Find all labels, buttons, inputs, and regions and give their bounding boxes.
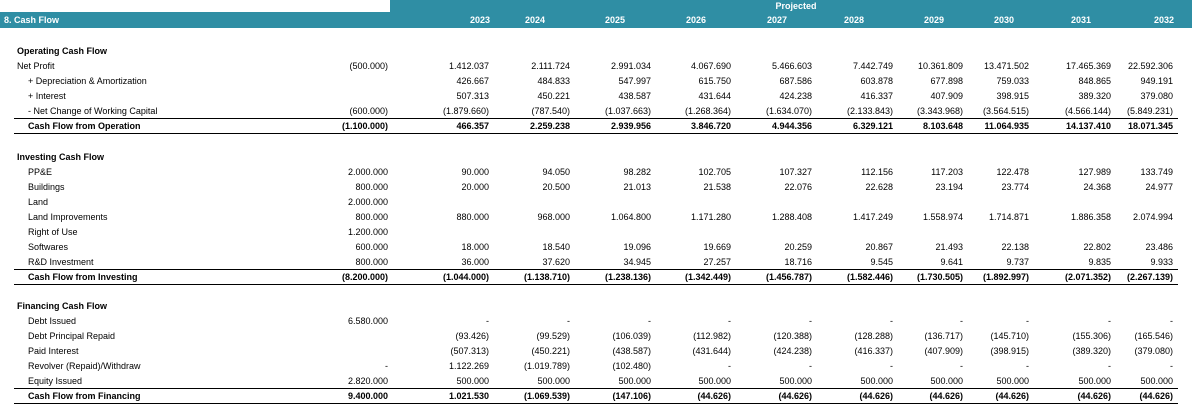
- value-cell: (1.892.997): [982, 272, 1029, 282]
- value-cell: (787.540): [531, 106, 570, 116]
- base-value-cell: 600.000: [355, 242, 388, 252]
- value-cell: -: [890, 361, 893, 371]
- value-cell: 1.886.358: [1070, 212, 1111, 222]
- section-title-label: Investing Cash Flow: [17, 152, 105, 162]
- row-label: Equity Issued: [28, 376, 83, 386]
- value-cell: (407.909): [924, 346, 963, 356]
- value-cell: (398.915): [990, 346, 1029, 356]
- value-cell: 2.991.034: [610, 61, 651, 71]
- value-cell: 1.288.408: [771, 212, 812, 222]
- value-cell: -: [1170, 361, 1173, 371]
- value-cell: -: [1026, 361, 1029, 371]
- value-cell: (1.342.449): [684, 272, 731, 282]
- value-cell: 968.000: [537, 212, 570, 222]
- total-row: [0, 119, 1192, 134]
- base-value-cell: (8.200.000): [341, 272, 388, 282]
- base-value-cell: 800.000: [355, 182, 388, 192]
- row-label: + Interest: [28, 91, 66, 101]
- row-label: Right of Use: [28, 227, 78, 237]
- base-value-cell: 9.400.000: [347, 391, 388, 401]
- value-cell: (4.566.144): [1064, 106, 1111, 116]
- year-header: 2032: [1153, 15, 1174, 25]
- row-label: Land: [28, 197, 49, 207]
- value-cell: 18.071.345: [1127, 121, 1173, 131]
- value-cell: 122.478: [996, 167, 1029, 177]
- value-cell: 117.203: [931, 167, 963, 177]
- value-cell: 20.000: [461, 182, 489, 192]
- value-cell: -: [728, 361, 731, 371]
- value-cell: 4.944.356: [771, 121, 812, 131]
- total-row: [0, 270, 1192, 285]
- value-cell: 102.705: [698, 167, 731, 177]
- value-cell: 13.471.502: [983, 61, 1029, 71]
- value-cell: -: [567, 316, 570, 326]
- value-cell: (44.626): [1139, 391, 1173, 401]
- row-label: Cash Flow from Investing: [28, 272, 138, 282]
- value-cell: 90.000: [461, 167, 489, 177]
- value-cell: 23.194: [935, 182, 963, 192]
- year-header: 2024: [524, 15, 545, 25]
- value-cell: 500.000: [698, 376, 731, 386]
- value-cell: 9.641: [940, 257, 963, 267]
- value-cell: 22.628: [865, 182, 893, 192]
- value-cell: (102.480): [612, 361, 651, 371]
- value-cell: (44.626): [995, 391, 1029, 401]
- value-cell: 1.171.280: [690, 212, 731, 222]
- value-cell: (389.320): [1072, 346, 1111, 356]
- row-label: + Depreciation & Amortization: [28, 76, 147, 86]
- value-cell: 1.122.269: [448, 361, 489, 371]
- value-cell: (128.288): [854, 331, 893, 341]
- value-cell: 20.500: [542, 182, 570, 192]
- value-cell: 21.493: [935, 242, 963, 252]
- value-cell: 24.368: [1083, 182, 1111, 192]
- value-cell: 133.749: [1140, 167, 1173, 177]
- value-cell: -: [1026, 316, 1029, 326]
- value-cell: 8.103.648: [922, 121, 963, 131]
- value-cell: -: [890, 316, 893, 326]
- value-cell: (1.238.136): [604, 272, 651, 282]
- row-label: Debt Principal Repaid: [28, 331, 116, 341]
- value-cell: -: [1170, 316, 1173, 326]
- value-cell: 94.050: [542, 167, 570, 177]
- value-cell: 107.327: [779, 167, 812, 177]
- value-cell: 424.238: [779, 91, 812, 101]
- value-cell: 2.111.724: [531, 61, 570, 71]
- value-cell: (1.138.710): [523, 272, 570, 282]
- table-row: [0, 195, 1192, 210]
- row-label: Cash Flow from Operation: [28, 121, 141, 131]
- value-cell: -: [1108, 361, 1111, 371]
- row-label: Paid Interest: [28, 346, 79, 356]
- value-cell: 484.833: [537, 76, 570, 86]
- value-cell: (1.069.539): [523, 391, 570, 401]
- value-cell: 37.620: [542, 257, 570, 267]
- value-cell: (106.039): [612, 331, 651, 341]
- value-cell: 687.586: [779, 76, 812, 86]
- table-row: [0, 344, 1192, 359]
- table-row: [0, 255, 1192, 270]
- value-cell: 500.000: [1140, 376, 1173, 386]
- value-cell: 500.000: [779, 376, 812, 386]
- year-header: 2031: [1070, 15, 1091, 25]
- value-cell: 848.865: [1078, 76, 1111, 86]
- value-cell: 389.320: [1078, 91, 1111, 101]
- section-title-label: Financing Cash Flow: [17, 301, 108, 311]
- value-cell: (44.626): [778, 391, 812, 401]
- row-label: Softwares: [28, 242, 69, 252]
- value-cell: 2.074.994: [1132, 212, 1173, 222]
- value-cell: 22.138: [1001, 242, 1029, 252]
- value-cell: (431.644): [692, 346, 731, 356]
- value-cell: 407.909: [930, 91, 963, 101]
- value-cell: (1.268.364): [684, 106, 731, 116]
- table-row: [0, 314, 1192, 329]
- table-row: [0, 329, 1192, 344]
- row-label: R&D Investment: [28, 257, 94, 267]
- value-cell: (44.626): [697, 391, 731, 401]
- value-cell: 18.716: [784, 257, 812, 267]
- value-cell: 450.221: [537, 91, 570, 101]
- row-label: Revolver (Repaid)/Withdraw: [28, 361, 141, 371]
- value-cell: (120.388): [773, 331, 812, 341]
- row-label: PP&E: [28, 167, 53, 177]
- base-value-cell: 800.000: [355, 257, 388, 267]
- value-cell: 23.486: [1145, 242, 1173, 252]
- value-cell: 22.802: [1083, 242, 1111, 252]
- section-title: [0, 150, 1192, 165]
- value-cell: -: [728, 316, 731, 326]
- value-cell: (44.626): [1077, 391, 1111, 401]
- value-cell: 438.587: [618, 91, 651, 101]
- value-cell: (112.982): [693, 331, 731, 341]
- value-cell: (450.221): [531, 346, 570, 356]
- value-cell: 18.000: [461, 242, 489, 252]
- value-cell: 6.329.121: [852, 121, 893, 131]
- base-value-cell: 6.580.000: [347, 316, 388, 326]
- row-label: Cash Flow from Financing: [28, 391, 141, 401]
- table-header: [0, 12, 1192, 28]
- year-header: 2023: [469, 15, 490, 25]
- value-cell: (1.019.789): [523, 361, 570, 371]
- value-cell: 426.667: [456, 76, 489, 86]
- value-cell: 677.898: [930, 76, 963, 86]
- base-value-cell: (500.000): [349, 61, 388, 71]
- value-cell: 507.313: [456, 91, 489, 101]
- value-cell: (165.546): [1134, 331, 1173, 341]
- value-cell: 10.361.809: [917, 61, 963, 71]
- table-row: [0, 374, 1192, 389]
- base-value-cell: 1.200.000: [347, 227, 388, 237]
- value-cell: 1.412.037: [448, 61, 489, 71]
- value-cell: (99.529): [536, 331, 570, 341]
- value-cell: 18.540: [542, 242, 570, 252]
- value-cell: 21.013: [623, 182, 651, 192]
- value-cell: -: [1108, 316, 1111, 326]
- value-cell: (2.071.352): [1064, 272, 1111, 282]
- value-cell: 500.000: [996, 376, 1029, 386]
- value-cell: 2.939.956: [610, 121, 651, 131]
- year-header: 2027: [766, 15, 787, 25]
- value-cell: (1.044.000): [442, 272, 489, 282]
- value-cell: 27.257: [703, 257, 731, 267]
- value-cell: 7.442.749: [852, 61, 893, 71]
- value-cell: 759.033: [996, 76, 1029, 86]
- base-value-cell: 2.820.000: [347, 376, 388, 386]
- value-cell: 34.945: [623, 257, 651, 267]
- value-cell: (44.626): [859, 391, 893, 401]
- value-cell: (1.634.070): [765, 106, 812, 116]
- sheet-title: 8. Cash Flow: [4, 15, 60, 25]
- value-cell: 19.669: [703, 242, 731, 252]
- value-cell: 466.357: [456, 121, 489, 131]
- table-row: [0, 225, 1192, 240]
- base-value-cell: 2.000.000: [347, 167, 388, 177]
- value-cell: 500.000: [860, 376, 893, 386]
- value-cell: (44.626): [929, 391, 963, 401]
- base-value-cell: (600.000): [349, 106, 388, 116]
- value-cell: 23.774: [1001, 182, 1029, 192]
- value-cell: 1.714.871: [988, 212, 1029, 222]
- table-row: [0, 359, 1192, 374]
- table-row: [0, 165, 1192, 180]
- value-cell: 500.000: [618, 376, 651, 386]
- value-cell: 603.878: [860, 76, 893, 86]
- value-cell: (379.080): [1134, 346, 1173, 356]
- row-label: - Net Change of Working Capital: [28, 106, 158, 116]
- value-cell: 20.867: [865, 242, 893, 252]
- row-label: Land Improvements: [28, 212, 108, 222]
- value-cell: 431.644: [698, 91, 731, 101]
- value-cell: (424.238): [773, 346, 812, 356]
- section-title: [0, 44, 1192, 59]
- value-cell: 20.259: [784, 242, 812, 252]
- value-cell: 500.000: [930, 376, 963, 386]
- value-cell: 11.064.935: [984, 121, 1029, 131]
- year-header: 2028: [843, 15, 864, 25]
- value-cell: 500.000: [456, 376, 489, 386]
- base-value-cell: (1.100.000): [341, 121, 388, 131]
- value-cell: (3.343.968): [916, 106, 963, 116]
- value-cell: 9.545: [870, 257, 893, 267]
- value-cell: (147.106): [612, 391, 651, 401]
- value-cell: -: [809, 361, 812, 371]
- value-cell: (93.426): [455, 331, 489, 341]
- value-cell: 19.096: [623, 242, 651, 252]
- value-cell: 500.000: [1078, 376, 1111, 386]
- value-cell: -: [960, 316, 963, 326]
- value-cell: -: [486, 316, 489, 326]
- value-cell: -: [809, 316, 812, 326]
- value-cell: (1.879.660): [442, 106, 489, 116]
- table-row: [0, 240, 1192, 255]
- value-cell: 24.977: [1145, 182, 1173, 192]
- value-cell: 98.282: [623, 167, 651, 177]
- value-cell: (3.564.515): [982, 106, 1029, 116]
- year-header: 2030: [993, 15, 1014, 25]
- value-cell: 22.592.306: [1127, 61, 1173, 71]
- table-row: [0, 59, 1192, 74]
- value-cell: 416.337: [860, 91, 893, 101]
- value-cell: 22.076: [784, 182, 812, 192]
- value-cell: (145.710): [990, 331, 1029, 341]
- year-header: 2026: [685, 15, 706, 25]
- base-value-cell: 800.000: [355, 212, 388, 222]
- value-cell: 398.915: [996, 91, 1029, 101]
- value-cell: 2.259.238: [529, 121, 570, 131]
- value-cell: 21.538: [703, 182, 731, 192]
- value-cell: 112.156: [861, 167, 893, 177]
- value-cell: 5.466.603: [771, 61, 812, 71]
- row-label: Net Profit: [17, 61, 55, 71]
- value-cell: (136.717): [924, 331, 963, 341]
- projected-header: Projected: [390, 0, 1192, 12]
- row-label: Buildings: [28, 182, 65, 192]
- table-row: [0, 180, 1192, 195]
- value-cell: 3.846.720: [690, 121, 731, 131]
- value-cell: (1.730.505): [916, 272, 963, 282]
- value-cell: (155.306): [1072, 331, 1111, 341]
- value-cell: 9.737: [1006, 257, 1029, 267]
- value-cell: 949.191: [1140, 76, 1173, 86]
- table-row: [0, 89, 1192, 104]
- table-row: [0, 210, 1192, 225]
- value-cell: 4.067.690: [690, 61, 731, 71]
- value-cell: (438.587): [612, 346, 651, 356]
- value-cell: 1.417.249: [852, 212, 893, 222]
- base-value-cell: -: [385, 361, 388, 371]
- value-cell: 9.835: [1088, 257, 1111, 267]
- value-cell: (507.313): [450, 346, 489, 356]
- value-cell: 36.000: [461, 257, 489, 267]
- value-cell: (2.267.139): [1126, 272, 1173, 282]
- table-row: [0, 74, 1192, 89]
- year-header: 2029: [923, 15, 944, 25]
- value-cell: -: [648, 316, 651, 326]
- value-cell: 1.558.974: [922, 212, 963, 222]
- row-label: Debt Issued: [28, 316, 77, 326]
- value-cell: 547.997: [618, 76, 651, 86]
- value-cell: (1.037.663): [604, 106, 651, 116]
- section-title: [0, 299, 1192, 314]
- value-cell: (5.849.231): [1126, 106, 1173, 116]
- year-header: 2025: [604, 15, 625, 25]
- value-cell: 17.465.369: [1065, 61, 1111, 71]
- value-cell: (1.456.787): [765, 272, 812, 282]
- value-cell: (2.133.843): [846, 106, 893, 116]
- value-cell: 9.933: [1150, 257, 1173, 267]
- value-cell: 127.989: [1078, 167, 1111, 177]
- value-cell: 379.080: [1140, 91, 1173, 101]
- value-cell: (1.582.446): [846, 272, 893, 282]
- value-cell: 880.000: [456, 212, 489, 222]
- value-cell: 500.000: [537, 376, 570, 386]
- value-cell: 14.137.410: [1065, 121, 1111, 131]
- value-cell: 1.064.800: [610, 212, 651, 222]
- table-row: [0, 104, 1192, 119]
- total-row: [0, 389, 1192, 404]
- value-cell: -: [960, 361, 963, 371]
- section-title-label: Operating Cash Flow: [17, 46, 108, 56]
- value-cell: 615.750: [698, 76, 731, 86]
- value-cell: (416.337): [854, 346, 893, 356]
- value-cell: 1.021.530: [448, 391, 489, 401]
- base-value-cell: 2.000.000: [347, 197, 388, 207]
